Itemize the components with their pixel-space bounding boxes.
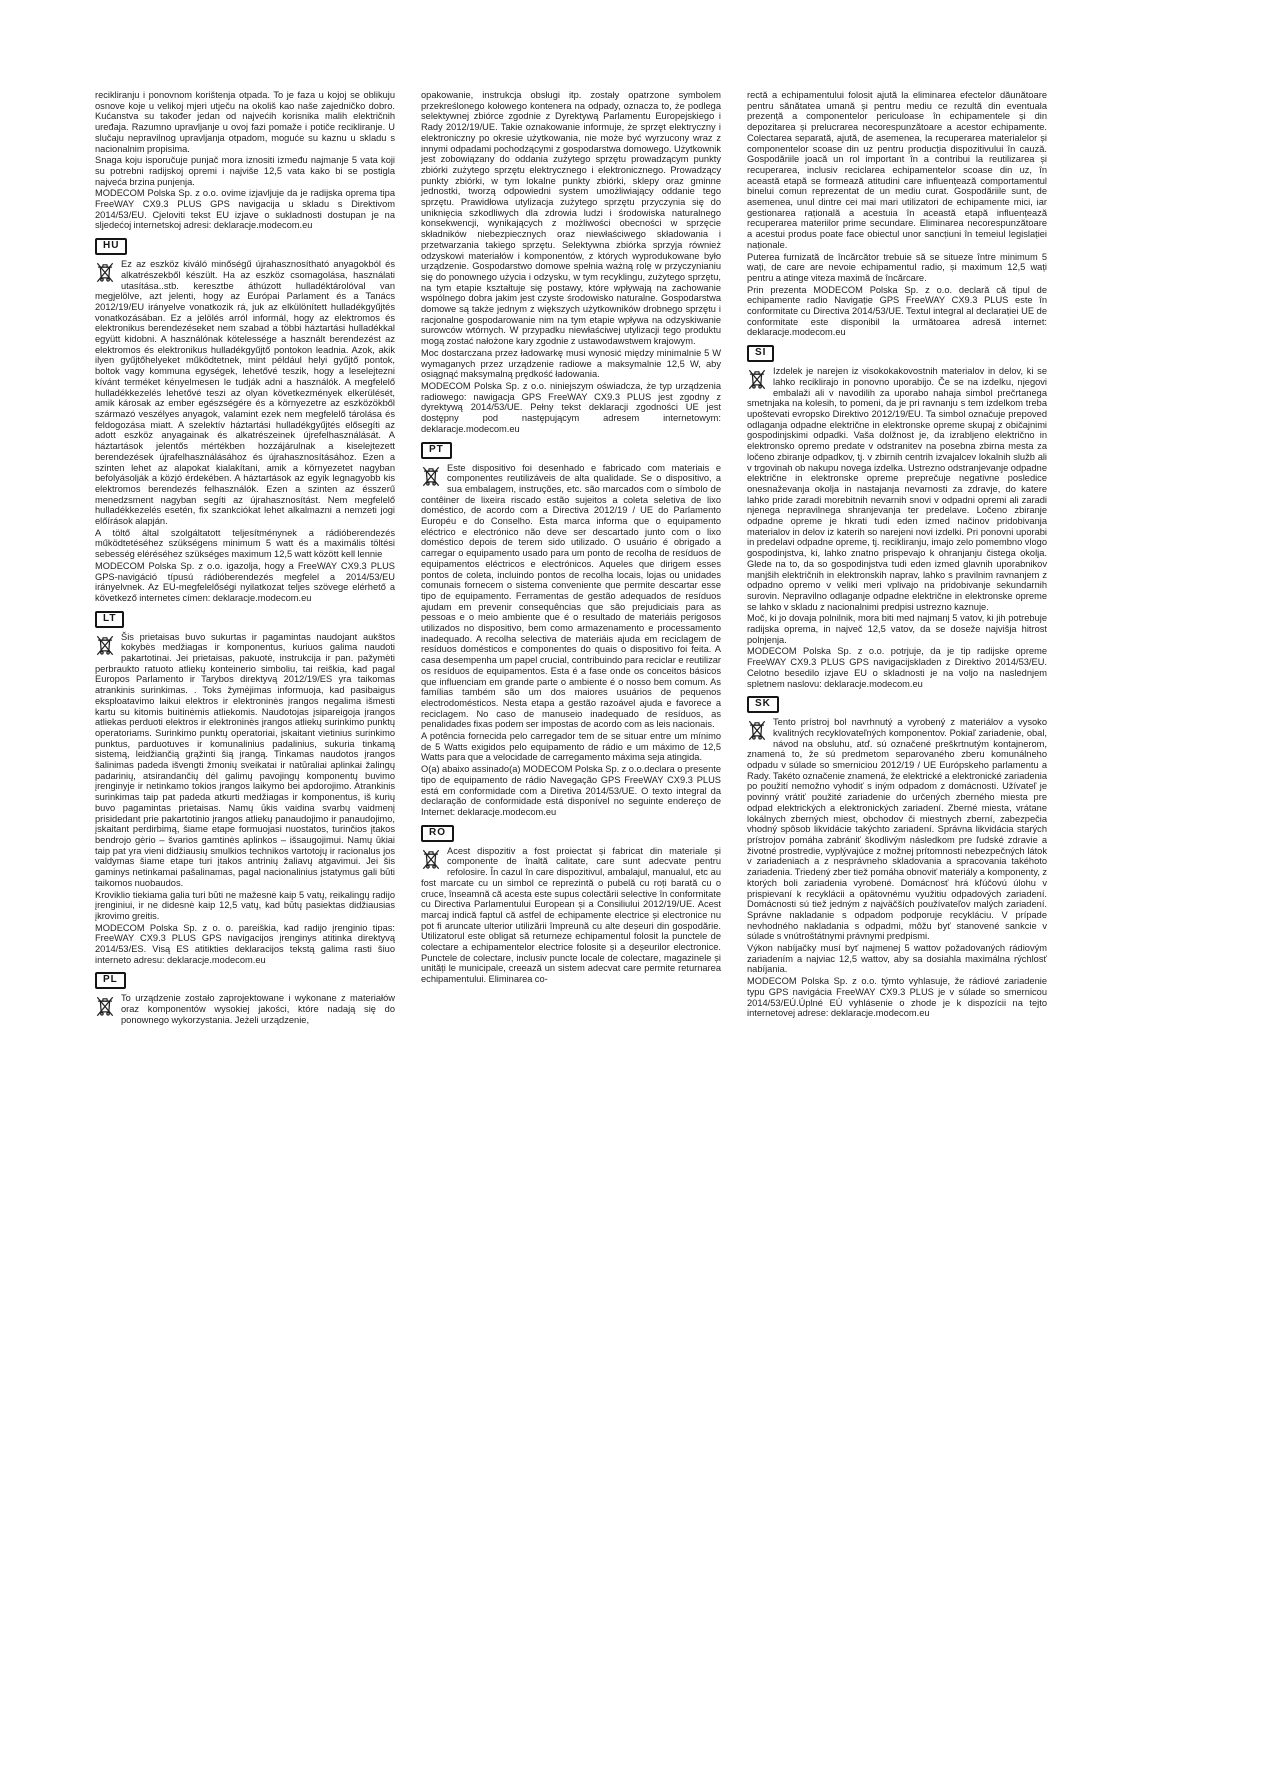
paragraph bbox=[95, 528, 395, 560]
language-tag-lt: LT bbox=[95, 611, 124, 628]
paragraph bbox=[95, 890, 395, 922]
language-tag-ro: RO bbox=[421, 825, 454, 842]
paragraph-text: Snaga koju isporučuje punjač mora iznositi između najmanje 5 vata koji su potrebni radijskoj opremi i najviše 12,5 vata kako bi se postigla najveća brzina punjenja. bbox=[95, 155, 395, 187]
paragraph bbox=[421, 764, 721, 818]
paragraph-text: Puterea furnizată de încărcător trebuie să se situeze între minimum 5 wați, de care are nevoie echipamentul radio, și maximum 12,5 wați pentru a atinge viteza maximă de încărcare. bbox=[747, 251, 1047, 283]
paragraph-text: O(a) abaixo assinado(a) MODECOM Polska Sp. z o.o.declara o presente tipo de equipamento de rádio Navegação GPS FreeWAY CX9.3 PLUS está em conformidade com a Diretiva 2014/53/UE. O texto integral da declaração de conformidade está disponível no seguinte endereço de Internet: deklaracje.modecom.eu bbox=[421, 764, 721, 817]
section-lead-paragraph bbox=[95, 632, 395, 889]
paragraph bbox=[747, 646, 1047, 689]
language-tag-pt: PT bbox=[421, 442, 452, 459]
section-lead-paragraph bbox=[421, 463, 721, 731]
text-column-3 bbox=[747, 90, 1047, 1027]
paragraph bbox=[421, 90, 721, 347]
language-tag-si: SI bbox=[747, 345, 774, 362]
paragraph bbox=[747, 943, 1047, 975]
paragraph bbox=[747, 90, 1047, 251]
weee-crossed-bin-icon bbox=[95, 994, 115, 1019]
paragraph bbox=[421, 381, 721, 435]
paragraph-text: A töltő által szolgáltatott teljesítménynek a rádióberendezés működtetéséhez szükségens minimum 5 watt és a maximális töltési sebesség eléréséhez szükséges maximum 12,5 watt között kell lennie bbox=[95, 527, 395, 560]
weee-crossed-bin-icon bbox=[747, 367, 767, 392]
paragraph bbox=[421, 348, 721, 380]
text-column-1 bbox=[95, 90, 395, 1027]
paragraph-text: MODECOM Polska Sp. z o.o. niniejszym oświadcza, że typ urządzenia radiowego: nawigacja GPS FreeWAY CX9.3 PLUS jest zgodny z dyrektywą 2014/53/UE. Pełny tekst deklaracji zgodności UE jest dostępny pod następującym adresem internetowym: deklaracje.modecom.eu bbox=[421, 380, 721, 434]
weee-crossed-bin-icon bbox=[95, 260, 115, 285]
paragraph bbox=[747, 613, 1047, 645]
section-lead-paragraph bbox=[95, 259, 395, 527]
paragraph bbox=[421, 731, 721, 763]
paragraph-text: To urządzenie zostało zaprojektowane i wykonane z materiałów oraz komponentów wysokiej jakości, które nadają się do ponownego wykorzystania. Jeżeli urządzenie, bbox=[121, 993, 395, 1025]
paragraph-text: Kroviklio tiekiama galia turi būti ne mažesnė kaip 5 vatų, reikalingų radijo įrenginiui, ir ne didesnė kaip 12,5 vatų, kad būtų pasiektas didžiausias įkrovimo greitis. bbox=[95, 889, 395, 921]
paragraph-text: opakowanie, instrukcja obsługi itp. zostały opatrzone symbolem przekreślonego kołowego kontenera na odpady, oznacza to, że podlega selektywnej zbiórce zgodnie z Dyrektywą Parlamentu Europejskiego i Rady 2012/19/UE. Takie oznakowanie informuje, że sprzęt elektryczny i elektroniczny po okresie użytkowania, nie może być wyrzucony wraz z innymi odpadami pochodzącymi z gospodarstwa domowego. Użytkownik jest zobowiązany do oddania zużytego sprzętu prowadzącym punkty zbiórki zużytego sprzętu elektrycznego i elektronicznego. Prowadzący punkty zbiórki, w tym lokalne punkty zbiórki, sklepy oraz gminne jednostki, tworzą odpowiedni system umożliwiający oddanie tego sprzętu. Prawidłowa utylizacja zużytego sprzętu przyczynia się do uniknięcia szkodliwych dla zdrowia ludzi i środowiska naturalnego konsekwencji, wynikających z możliwości obecności w sprzęcie składników niebezpiecznych oraz niewłaściwego składowania i przetwarzania takiego sprzętu. Selektywna zbiórka sprzyja również odzyskowi materiałów i komponentów, z których wyprodukowane było urządzenie. Gospodarstwo domowe spełnia ważną rolę w przyczynianiu się do ponownego użycia i odzysku, w tym recyklingu, zużytego sprzętu, na tym etapie kształtuje się postawy, które wpływają na zachowanie wspólnego dobra jakim jest czyste środowisko naturalne. Gospodarstwa domowe są także jednym z większych użytkowników drobnego sprzętu i racjonalne gospodarowanie nim na tym etapie wpływa na odzyskiwanie surowców wtórnych. W przypadku niewłaściwej utylizacji tego produktu mogą zostać nałożone kary zgodnie z ustawodawstwem krajowym. bbox=[421, 90, 721, 347]
page-columns bbox=[95, 90, 1047, 1027]
paragraph-text: Ez az eszköz kiváló minőségű újrahasznosítható anyagokból és alkatrészekből készült. Ha az eszköz csomagolása, használati utasítása..stb. keresztbe áthúzott hulladéktárolóval van megjelölve, azt jelenti, hogy az Európai Parlament és a Tanács 2012/19/EU irányelve vonatkozik rá, juk az elkülönített hulladékgyűjtés vonatkozásában. Ez a jelölés arról informál, hogy az elektromos és elektronikus berendezéseket nem szabad a többi háztartási hulladékkal együtt kidobni. A használónak kötelessége a használt berendezést az elektromos és elektronikus hulladékgyűjtő pontokon leadnia. Azok, akik ilyen gyűjtőhelyeket működtetnek, mint például helyi gyűjtő pontok, boltok vagy kommuna egységek, lehetővé teszik, hogy a leselejtezni kívánt terméket kényelmesen le tudják adni a használók. A megfelelő hulladékkezelés lehetővé teszi az olyan következmények elkerülését, amik károsak az ember egészségére és a környezetre az eszközökből származó veszélyes anyagok, valamint ezek nem megfelelő tárolása és feldogozása miatt. A szelektív háztartási hulladékgyűjtés elősegíti az adott eszköz anyagainak és alkatrészeinek újrefelhasználását. A háztartások jelentős mértékben hozzájárulnak a kiselejtezett berendezések újrafelhasználásához és újrahasznosításához. Ezen a szinten lehet az alapokat kialakítani, amik a környezetet nagyban befolyásolják a közjó érdekében. A háztartások az egyik legnagyobb kis elektromos berendezés felhasználók. Ezen a szinten az ésszerű menedzsment nagyban segíti az újrahasznosítást. Nem megfelelő hulladékkezelés esetén, fix szankciókat lehet alkalmazni a nemzeti jogi előírások alapján. bbox=[95, 259, 395, 527]
section-lead-paragraph bbox=[421, 846, 721, 985]
weee-crossed-bin-icon bbox=[421, 847, 441, 872]
section-lead-paragraph bbox=[747, 366, 1047, 612]
paragraph-text: A potência fornecida pelo carregador tem de se situar entre um mínimo de 5 Watts exigidos pelo equipamento de rádio e um máximo de 12,5 Watts para que a velocidade de carregamento máxima seja atingida. bbox=[421, 731, 721, 763]
paragraph-text: Moc dostarczana przez ładowarkę musi wynosić między minimalnie 5 W wymaganych przez urządzenie radiowe a maksymalnie 12,5 W, aby osiągnąć maksymalną prędkość ładowania. bbox=[421, 347, 721, 380]
paragraph-text: MODECOM Polska Sp. z o. o. pareiškia, kad radijo įrenginio tipas: FreeWAY CX9.3 PLUS GPS navigacijos įrenginys atitinka direktyvą 2014/53/ES. Visą ES atitikties deklaracijos tekstą galima rasti šiuo interneto adresu: deklaracje.modecom.eu bbox=[95, 922, 395, 965]
paragraph bbox=[95, 155, 395, 187]
paragraph bbox=[747, 976, 1047, 1019]
paragraph-text: Prin prezenta MODECOM Polska Sp. z o.o. declară că tipul de echipamente radio Navigație GPS FreeWAY CX9.3 PLUS este în conformitate cu Directiva 2014/53/UE. Textul integral al declarației UE de conformitate este disponibil la următoarea adresă internet: deklaracje.modecom.eu bbox=[747, 284, 1047, 338]
weee-crossed-bin-icon bbox=[95, 633, 115, 658]
weee-crossed-bin-icon bbox=[747, 718, 767, 743]
paragraph bbox=[95, 188, 395, 231]
paragraph bbox=[95, 561, 395, 604]
paragraph-text: rectă a echipamentului folosit ajută la eliminarea efectelor dăunătoare pentru sănătatea umană și pentru mediu ce rezultă din eventuala prezență a componentelor periculoase în echipamentele și din depozitarea și prelucrarea necorespunzătoare a acestor echipamente. Colectarea separată, ajută, de asemenea, la recuperarea materialelor și componentelor scoase din uz pentru producția dispozitivului în cauză. Gospodăriile joacă un rol important în a contribui la reutilizarea și recuperarea, inclusiv reciclarea echipamentelor scoase din uz, în această etapă se formează atitudini care influențează comportamentul binelui comun reprezentat de un mediu curat. Gospodăriile sunt, de asemenea, unul dintre cei mai mari utilizatori de echipamente mici, iar gestionarea rațională a acestuia în această etapă influențează recuperarea materiilor prime secundare. Eliminarea necorespunzătoare a acestui produs poate face obiectul unor sancțiuni în temeiul legislației naționale. bbox=[747, 90, 1047, 250]
section-lead-paragraph bbox=[95, 993, 395, 1025]
paragraph-text: Moč, ki jo dovaja polnilnik, mora biti med najmanj 5 vatov, ki jih potrebuje radijska oprema, in največ 12,5 vatov, da se doseže najvišja hitrost polnjenja. bbox=[747, 613, 1047, 645]
paragraph-text: recikliranju i ponovnom korištenja otpada. To je faza u kojoj se oblikuju osnove koje u velikoj mjeri utječu na okoliš kao naše zajedničko dobro. Kućanstva su također jedan od najvećih korisnika malih električnih uređaja. Razumno upravljanje u ovoj fazi pomaže i potiče recikliranje. U slučaju nepravilnog upravljanja otpadom, moguće su kaznu u skladu s nacionalnim propisima. bbox=[95, 90, 395, 154]
paragraph-text: MODECOM Polska Sp. z o.o. týmto vyhlasuje, že rádiové zariadenie typu GPS navigácia FreeWAY CX9.3 PLUS je v súlade so smernicou 2014/53/EÚ.Úplné EÚ vyhlásenie o zhode je k dispozícii na tejto internetovej adrese: deklaracje.modecom.eu bbox=[747, 976, 1047, 1019]
paragraph-text: MODECOM Polska Sp. z o.o. potrjuje, da je tip radijske opreme FreeWAY CX9.3 PLUS GPS navigacijskladen z Direktivo 2014/53/EU. Celotno besedilo izjave EU o skladnosti je na voljo na naslednjem spletnem naslovu: deklaracje.modecom.eu bbox=[747, 646, 1047, 689]
paragraph bbox=[95, 90, 395, 154]
paragraph bbox=[747, 285, 1047, 339]
paragraph-text: Tento prístroj bol navrhnutý a vyrobený z materiálov a vysoko kvalitných recyklovateľných komponentov. Pokiaľ zariadenie, obal, návod na obsluhu, atď. sú označené preškrtnutým kontajnerom, znamená to, že sú predmetom separovaného zberu komunálneho odpadu v súlade so smerniciou 2012/19 / UE Európskeho parlamentu a Rady. Takéto označenie znamená, že elektrické a elektronické zariadenia po použití nemožno vyhodiť s iným odpadom z domácnosti. Užívateľ je povinný vrátiť použité zariadenie do určených zberného miesta pre odpad elektrických a elektronických zariadení. Zberné miesta, vrátane lokálnych zberných miest, obchodov či miestnych zberní, zabezpečia vhodný spôsob likvidácie takýchto zariadení. Správna likvidácia starých prístrojov pomáha zabrániť škodlivým následkom pre ľudské zdravie a životné prostredie, vyplývajúce z možnej prítomnosti nebezpečných látok v zariadeniach a z nesprávneho skladovania a spracovania takéhoto zariadenia. Triedený zber tiež pomáha obnoviť materiály a komponenty, z ktorých boli zariadenia vyrobené. Domácnosť hrá kľúčovú úlohu v prispievaní k recyklácii a opätovnému využitiu odpadových zariadení. Domácnosti sú tiež jedným z najväčších používateľov malých zariadení. Správne nakladanie s odpadom podporuje recykláciu. V prípade nevhodného nakladania s odpadmi, môžu byť stanovené sankcie v súlade s vnútroštátnymi právnymi predpismi. bbox=[747, 717, 1047, 942]
paragraph-text: Výkon nabíjačky musí byť najmenej 5 wattov požadovaných rádiovým zariadením a najviac 12,5 wattov, aby sa dosiahla maximálna rýchlosť nabíjania. bbox=[747, 943, 1047, 975]
paragraph-text: MODECOM Polska Sp. z o.o. ovime izjavljuje da je radijska oprema tipa FreeWAY CX9.3 PLUS GPS navigacija u skladu s Direktivom 2014/53/EU. Cjeloviti tekst EU izjave o sukladnosti dostupan je na sljedećoj internetskoj adresi: deklaracje.modecom.eu bbox=[95, 188, 395, 231]
paragraph-text: Acest dispozitiv a fost proiectat și fabricat din materiale și componente de înaltă calitate, care sunt adecvate pentru refolosire. În cazul în care dispozitivul, ambalajul, manualul, etc au fost marcate cu un simbol ce reprezintă o pubelă cu roți barată cu o cruce, înseamnă că acesta este supus colectării selective în conformitate cu Directiva Parlamentului European și a Consiliului 2012/19/UE. Acest marcaj indică faptul că astfel de echipamente electrice și electronice nu pot fi aruncate ulterior utilizării împreună cu alte deșeuri din gospodărie. Utilizatorul este obligat să returneze echipamentul folosit la punctele de colectare a echipamentelor electrice folosite și a deșeurilor electronice. Punctele de colectare, inclusiv puncte locale de colectare, magazinele și unități le municipale, creează un sistem adecvat care permite returnarea echipamentului. Eliminarea co- bbox=[421, 845, 721, 985]
paragraph-text: MODECOM Polska Sp. z o.o. igazolja, hogy a FreeWAY CX9.3 PLUS GPS-navigáció típusú rádióberendezés megfelel a 2014/53/EU irányelvnek. Az EU-megfelelőségi nyilatkozat teljes szövege elérhető a következő internetes címen: deklaracje.modecom.eu bbox=[95, 560, 395, 603]
language-tag-sk: SK bbox=[747, 696, 779, 713]
section-lead-paragraph bbox=[747, 717, 1047, 942]
weee-crossed-bin-icon bbox=[421, 464, 441, 489]
paragraph-text: Este dispositivo foi desenhado e fabricado com materiais e componentes reutilizáveis de alta qualidade. Se o dispositivo, a sua embalagem, instruções, etc. são marcados com o símbolo de contêiner de lixeira riscado estão sujeitos a coleta seletiva de lixo doméstico, de acordo com a Directiva 2012/19 / UE do Parlamento Européu e do Conselho. Esta marca informa que o equipamento eléctrico e electrónico não deve ser descartado junto com o lixo doméstico depois de terem sido utilizado. O usuário é obrigado a carregar o equipamento usado para um ponto de recolha de resíduos de equipamentos eléctricos e electrónicos. Aqueles que dirigem esses pontos de coleta, incluindo pontos de recolha locais, lojas ou unidades comunais fornecem o sistema conveniente que permite descartar esse tipo de equipamento. Ferramentas de gestão adequados de resíduos ajudam em prevenir consequências que são prejudiciais para as pessoas e o meio ambiente que é o resultado de materiáis perigosos utilizados no dispositivo, bem como armazenamento e processamento inadequado. A recolha selectiva de materiáis ajuda em reciclagem de resíduos domésticos e componentes do quais o dispositivo foi feita. A casa desempenha um papel crucial, contribuindo para reciclar e reutilizar os resíduos de equipamentos. Esta é a fase onde os conceitos básicos que influenciam em grande parte o ambiente é o nosso bem comum. As famílias também são um dos maiores usuários de pequenos electrodomésticos. Nesta etapa a gestão razoável ajuda e favorece a reciclagem. No caso de manuseio inadequado de resíduos, as penalidades fixas podem ser impostas de acordo com as leis nacionais. bbox=[421, 462, 721, 730]
paragraph-text: Šis prietaisas buvo sukurtas ir pagamintas naudojant aukštos kokybės medžiagas ir komponentus, kuriuos galima naudoti pakartotinai. Jei prietaisas, pakuotė, instrukcija ir pan. pažymėti perbraukto ratuoto atliekų konteinerio simboliu, tai reiškia, kad pagal Europos Parlamento ir Tarybos direktyvą 2012/19/ES yra taikomas atrankinis surinkimas. . Toks žymėjimas informuoja, kad pasibaigus eksploatavimo laikui elektros ir elektroninės įrangos negalima išmesti kartu su kitomis buitinėmis atliekomis. Naudotojas įsipareigoja įrangos atliekas perduoti elektros ir elektroninės įrangos atliekų surinkimo punktų operatoriams. Surinkimo punktų operatoriai, įskaitant vietinius surinkimo punktus, parduotuves ir komunalinius padalinius, sukuria tinkamą sistemą, leidžiančią grąžinti šią įrangą. Tinkamas naudotos įrangos šalinimas padeda išvengti žmonių sveikatai ir natūraliai aplinkai žalingų padarinių, atsirandančių dėl galimų pavojingų komponentų buvimo įrenginyje ir netinkamo tokios įrangos laikymo bei apdorojimo. Atrankinis surinkimas taip pat padeda atkurti medžiagas ir komponentus, iš kurių buvo pagamintas prietaisas. Namų ūkis vaidina svarbų vaidmenį prisidedant prie pakartotinio įrangos atliekų panaudojimo ir panaudojimo, įskaitant perdirbimą, šiame etape formuojasi nuostatos, turinčios įtakos bendrojo gėrio – švarios gamtinės aplinkos – išsaugojimui. Namų ūkiai taip pat yra vieni didžiausių smulkios technikos vartotojų ir racionalus jos valdymas šiame etape turi įtakos antrinių žaliavų atgavimui. Jei šis gaminys netinkamai pašalinamas, pagal nacionalinius įstatymus gali būti taikomos nuobaudos. bbox=[95, 631, 395, 888]
paragraph bbox=[747, 252, 1047, 284]
text-column-2 bbox=[421, 90, 721, 1027]
paragraph bbox=[95, 923, 395, 966]
language-tag-pl: PL bbox=[95, 972, 126, 989]
paragraph-text: Izdelek je narejen iz visokokakovostnih materialov in delov, ki se lahko reciklirajo in ponovno uporabijo. Če se na izdelku, njegovi embalaži ali v navodilih za uporabo nahaja simbol prečrtanega smetnjaka na kolesih, to pomeni, da je pri ravnanju s tem izdelkom treba upoštevati evropsko Direktivo 2012/19/EU. Ta simbol označuje prepoved odlaganja odpadne električne in elektronske opreme skupaj z običajnimi gospodinjskimi odpadki. Vaša dolžnost je, da izrabljeno električno in elektronsko opremo predate v odstranitev na posebna zbirna mesta za ločeno zbiranje odpadkov, tj. v zbirnih centrih izvajalcev lokalnih služb ali v trgovinah ob nakupu novega izdelka. Ustrezno odstranjevanje odpadne električne in elektronske opreme preprečuje negativne posledice onesnaževanja okolja in nastajanja nevarnosti za zdravje, do katere lahko pride zaradi morebitnih nevarnih snovi v odpadni opremi ali zaradi njenega nepravilnega shranjevanja ter predelave. Ločeno zbiranje odpadne opreme je hkrati tudi eden izmed načinov pridobivanja materialov in delov iz katerih so narejeni novi izdelki. Pri ponovni uporabi in predelavi odpadne opreme, tj. recikliranju, imajo zelo pomembno vlogo gospodinjstva, ki, lahko znatno prispevajo k ohranjanju čistega okolja. Glede na to, da so gospodinjstva tudi eden izmed glavnih uporabnikov manjših električnih in elektronskih naprav, lahko s pravilnim ravnanjem z odpadno opremo v veliki meri vplivajo na pridobivanje sekundarnih surovin. Nepravilno odlaganje odpadne električne in elektronske opreme se lahko v skladu z nacionalnimi predpisi ustrezno kaznuje. bbox=[747, 366, 1047, 612]
language-tag-hu: HU bbox=[95, 238, 127, 255]
